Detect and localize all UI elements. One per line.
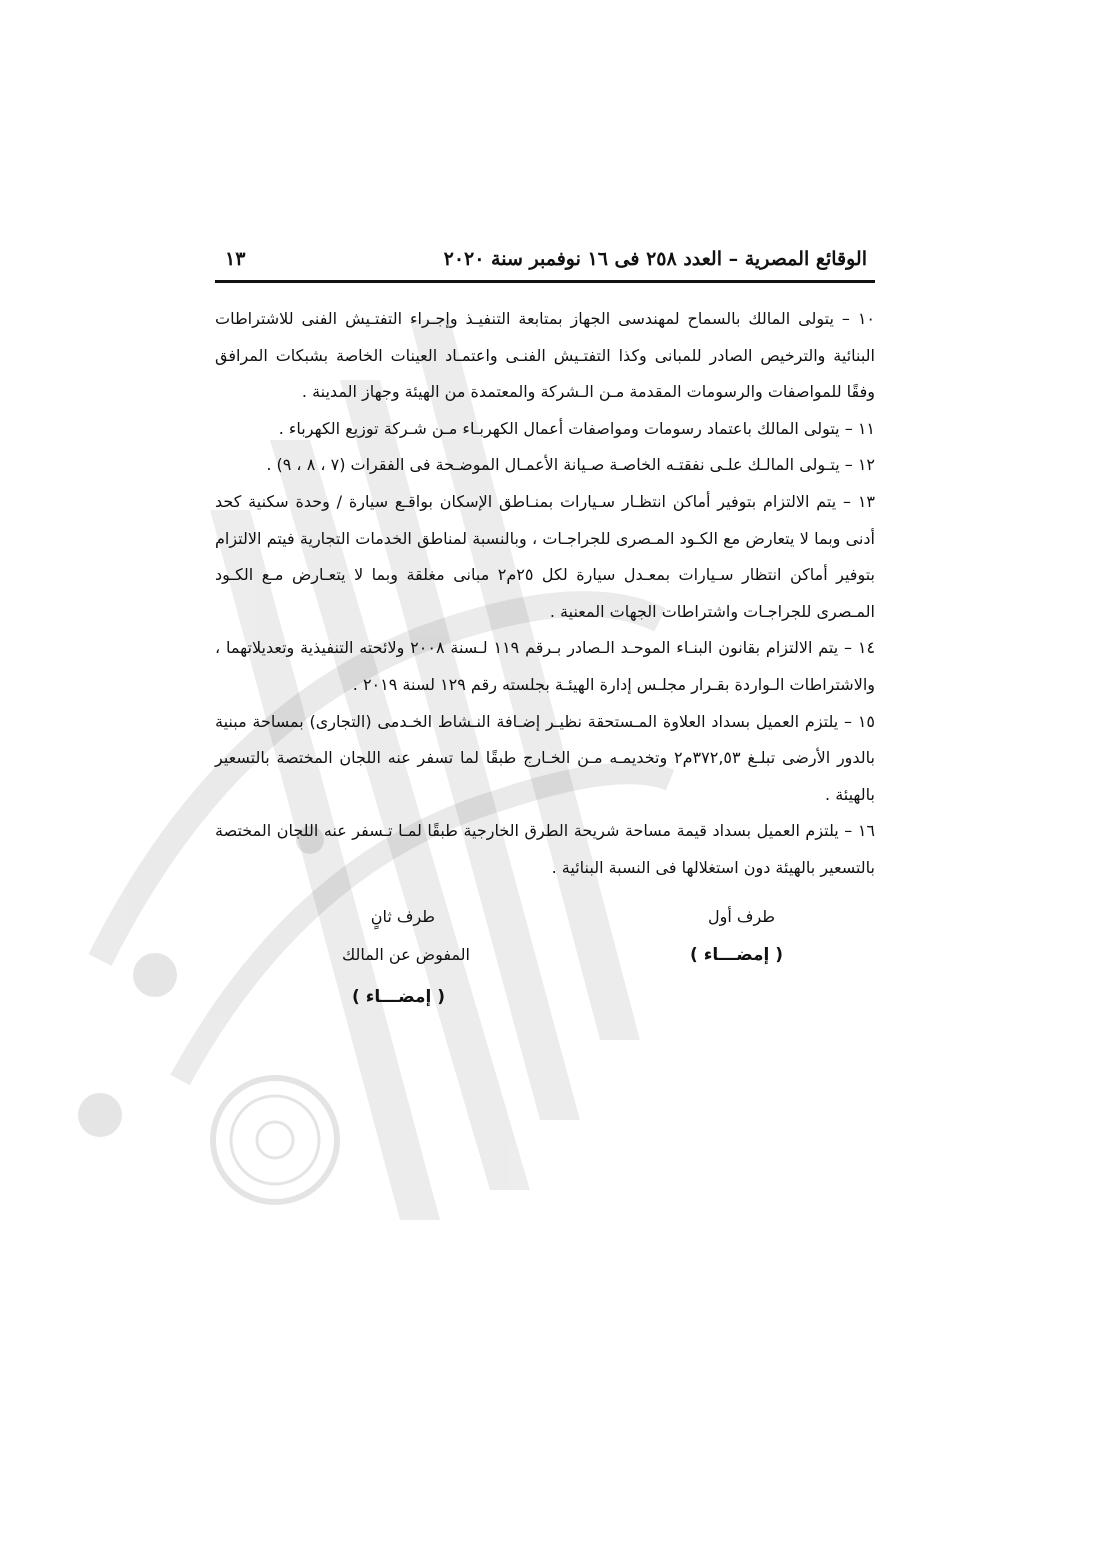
seal-icon (213, 1078, 337, 1202)
clause-15: ١٥ – يلتزم العميل بسداد العلاوة المـستحقة نظيـر إضـافة النـشاط الخـدمى (التجارى) بمساحة مبنية بالدور الأرضى تبلـغ ٣٧٢,٥٣م٢ وتخديمـه مـن الخـارج طبقًا لما تسفر عنه اللجان المختصة بالتسعير بالهيئة . (215, 711, 876, 804)
clause-11: ١١ – يتولى المالك باعتماد رسومات ومواصفات أعمال الكهربـاء مـن شـركة توزيع الكهرباء . (278, 418, 875, 438)
gazette-page (215, 248, 875, 1021)
document-body (215, 301, 875, 1021)
first-party-label: طرف أول (707, 906, 775, 926)
clause-13: ١٣ – يتم الالتزام بتوفير أماكن انتظـار سـيارات بمنـاطق الإسكان بواقـع سيارة / وحدة سكنية كحد أدنى وبما لا يتعارض مع الكـود المـصرى للجراجـات ، وبالنسبة لمناطق الخدمات التجارية فيتم الالتزام بتوفير أماكن انتظار سـيارات بمعـدل سيارة لكل ٢٥م٢ مبانى مغلقة وبما لا يتعـارض مـع الكـود المـصرى للجراجـات واشتراطات الجهات المعنية . (215, 491, 875, 621)
header-title: الوقائع المصرية – العدد ٢٥٨ فى ١٦ نوفمبر سنة ٢٠٢٠ (443, 248, 867, 270)
page-header (215, 248, 875, 283)
first-party-signature: ( إمضـــاء ) (690, 944, 783, 965)
second-party-role: المفوض عن المالك (342, 944, 470, 964)
clause-14: ١٤ – يتم الالتزام بقانون البنـاء الموحـد الـصادر بـرقم ١١٩ لـسنة ٢٠٠٨ ولائحته التنفيذية وتعديلاتهما ، والاشتراطات الـواردة بقـرار مجلـس إدارة الهيئـة بجلسته رقم ١٢٩ لسنة ٢٠١٩ . (215, 638, 876, 694)
clause-16: ١٦ – يلتزم العميل بسداد قيمة مساحة شريحة الطرق الخارجية طبقًا لمـا تـسفر عنه اللجان المختصة بالتسعير بالهيئة دون استغلالها فى النسبة البنائية . (215, 821, 875, 877)
second-party-label: طرف ثانٍ (370, 906, 435, 926)
page-number: ١٣ (225, 248, 246, 270)
clause-10: ١٠ – يتولى المالك بالسماح لمهندسى الجهاز بمتابعة التنفيـذ وإجـراء التفتـيش الفنى للاشتراطات البنائية والترخيص الصادر للمبانى وكذا التفتـيش الفنـى واعتمـاد العينات الخاصة بشبكات المرافق وفقًا للمواصفات والرسومات المقدمة مـن الـشركة والمعتمدة من الهيئة وجهاز المدينة . (215, 309, 875, 402)
second-party-signature: ( إمضـــاء ) (352, 986, 445, 1007)
signature-block (215, 891, 875, 1021)
clause-12: ١٢ – يتـولى المالـك علـى نفقتـه الخاصـة صـيانة الأعمـال الموضـحة فى الفقرات (٧ ، ٨ ، ٩) . (266, 455, 875, 475)
